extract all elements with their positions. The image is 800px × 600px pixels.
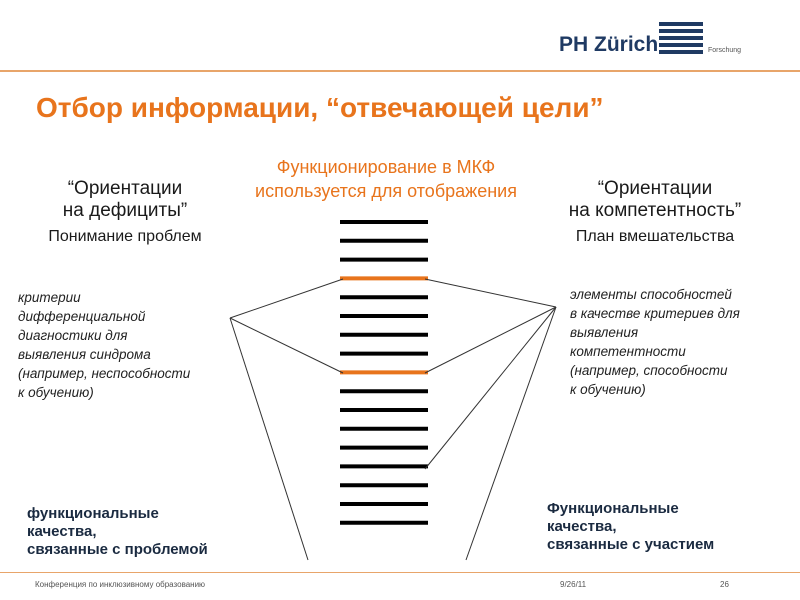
connector-line-left-3 <box>230 318 308 560</box>
right-heading-line2: на компетентность” <box>568 200 742 221</box>
left-heading-line1: “Ориентации <box>67 178 183 199</box>
right-subheading: План вмешательства <box>575 228 735 245</box>
footer-conference: Конференция по инклюзивному образованию <box>35 580 206 589</box>
right-criteria-line: к обучению) <box>570 382 646 397</box>
right-bottom-line: качества, <box>547 518 617 535</box>
left-bottom-line: функциональные <box>27 505 159 522</box>
right-criteria-line: выявления <box>570 325 639 340</box>
footer-page-number: 26 <box>720 580 729 589</box>
left-criteria-line: выявления синдрома <box>18 347 151 362</box>
center-heading-line2: используется для отображения <box>255 181 517 201</box>
right-heading-line1: “Ориентации <box>597 178 713 199</box>
connector-line-right-3 <box>425 307 556 469</box>
left-criteria-line: критерии <box>18 290 81 305</box>
right-bottom-line: связанные с участием <box>547 536 715 553</box>
connector-line-right-1 <box>425 279 556 307</box>
left-subheading: Понимание проблем <box>48 228 202 245</box>
center-heading-line1: Функционирование в МКФ <box>276 157 496 177</box>
right-bottom-line: Функциональные <box>547 500 679 517</box>
left-criteria-line: диагностики для <box>18 328 128 343</box>
logo-text: PH Zürich <box>559 33 659 56</box>
left-criteria-line: дифференциальной <box>18 309 146 324</box>
footer-divider <box>0 572 800 573</box>
connector-line-left-1 <box>230 279 343 318</box>
left-criteria-line: к обучению) <box>18 385 94 400</box>
left-criteria-line: (например, неспособности <box>18 366 191 381</box>
connector-lines <box>230 279 556 560</box>
left-bottom-line: качества, <box>27 523 97 540</box>
right-criteria-line: компетентности <box>570 344 686 359</box>
left-heading-line2: на дефициты” <box>62 200 188 221</box>
right-criteria-line: элементы способностей <box>570 287 732 302</box>
right-criteria-line: в качестве критериев для <box>570 306 740 321</box>
left-bottom-line: связанные с проблемой <box>27 541 208 558</box>
footer-date: 9/26/11 <box>560 580 587 589</box>
right-criteria-line: (например, способности <box>570 363 728 378</box>
slide-title: Отбор информации, “отвечающей цели” <box>36 92 604 123</box>
bars-group <box>340 222 428 523</box>
connector-line-right-4 <box>466 307 556 560</box>
logo-subtitle: Forschung <box>708 47 742 54</box>
connector-line-left-2 <box>230 318 343 373</box>
